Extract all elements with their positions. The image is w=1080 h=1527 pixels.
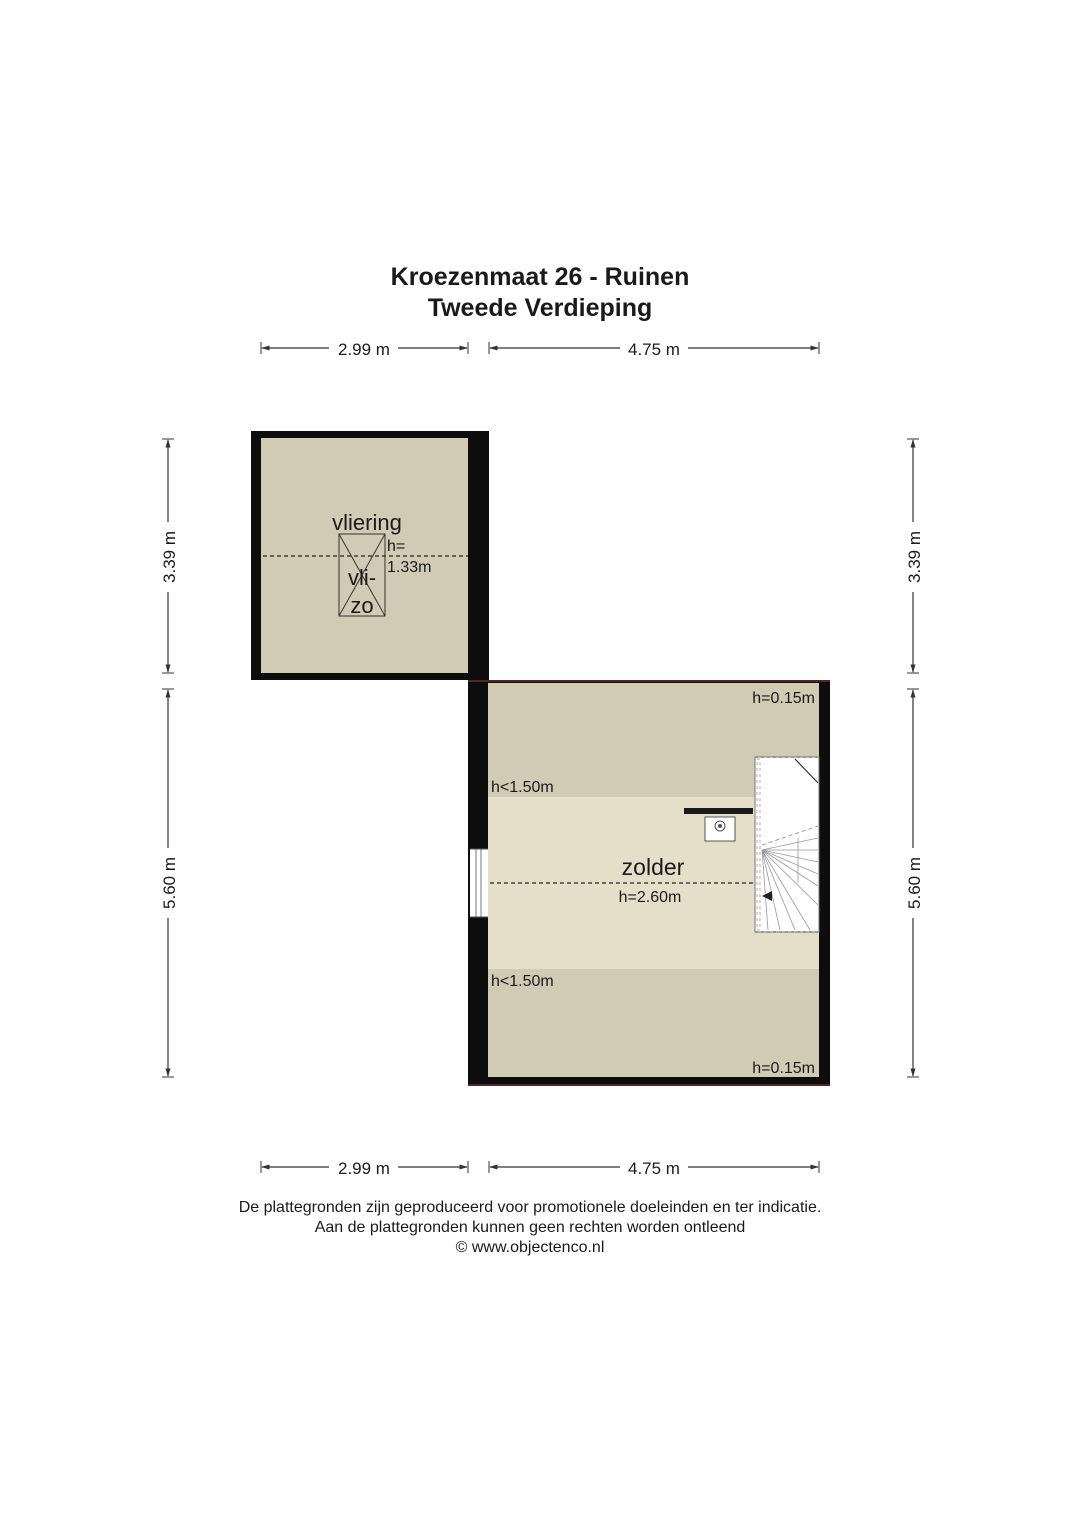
dimension-top-right	[489, 340, 819, 359]
dimension-bottom-left	[261, 1159, 468, 1178]
hatch-label: vli-	[347, 565, 377, 590]
room-height-vliering-value: 1.33m	[387, 559, 432, 576]
dimension-label: 2.99 m	[338, 1159, 390, 1178]
dimension-label: 3.39 m	[160, 531, 179, 583]
disclaimer-line-2: Aan de plattegronden kunnen geen rechten worden ontleend	[314, 1219, 746, 1236]
dimension-bottom-right	[489, 1159, 819, 1178]
dimension-right-upper	[905, 439, 924, 673]
height-low-zone-upper: h<1.50m	[491, 779, 554, 796]
hatch-label: zo	[350, 593, 374, 618]
disclaimer-line-1: De plattegronden zijn geproduceerd voor promotionele doeleinden en ter indicatie.	[238, 1199, 822, 1216]
height-low-zone-lower: h<1.50m	[491, 973, 554, 990]
room-height-zolder: h=2.60m	[618, 889, 682, 906]
room-height-vliering: h=	[387, 538, 406, 555]
dimension-label: 3.39 m	[905, 531, 924, 583]
plan-title: Kroezenmaat 26 - Ruinen	[390, 263, 690, 291]
room-zolder	[468, 680, 830, 1086]
dimension-label: 4.75 m	[628, 1159, 680, 1178]
dimension-right-lower	[905, 689, 924, 1077]
dimension-label: 2.99 m	[338, 340, 390, 359]
dimension-top-left	[261, 340, 468, 359]
dimension-left-upper	[160, 439, 179, 673]
room-name-vliering: vliering	[332, 510, 402, 535]
height-bottom-right: h=0.15m	[752, 1060, 815, 1077]
dimension-left-lower	[160, 689, 179, 1077]
plan-subtitle: Tweede Verdieping	[427, 294, 653, 322]
boiler-icon	[705, 817, 735, 841]
room-name-zolder: zolder	[621, 854, 685, 880]
staircase-icon	[755, 757, 819, 932]
stair-wall	[684, 808, 753, 814]
window	[470, 849, 488, 917]
dimension-label: 4.75 m	[628, 340, 680, 359]
dimension-label: 5.60 m	[160, 857, 179, 909]
dimension-label: 5.60 m	[905, 857, 924, 909]
height-top-right: h=0.15m	[752, 690, 815, 707]
copyright: © www.objectenco.nl	[455, 1239, 605, 1256]
room-vliering	[251, 431, 489, 680]
